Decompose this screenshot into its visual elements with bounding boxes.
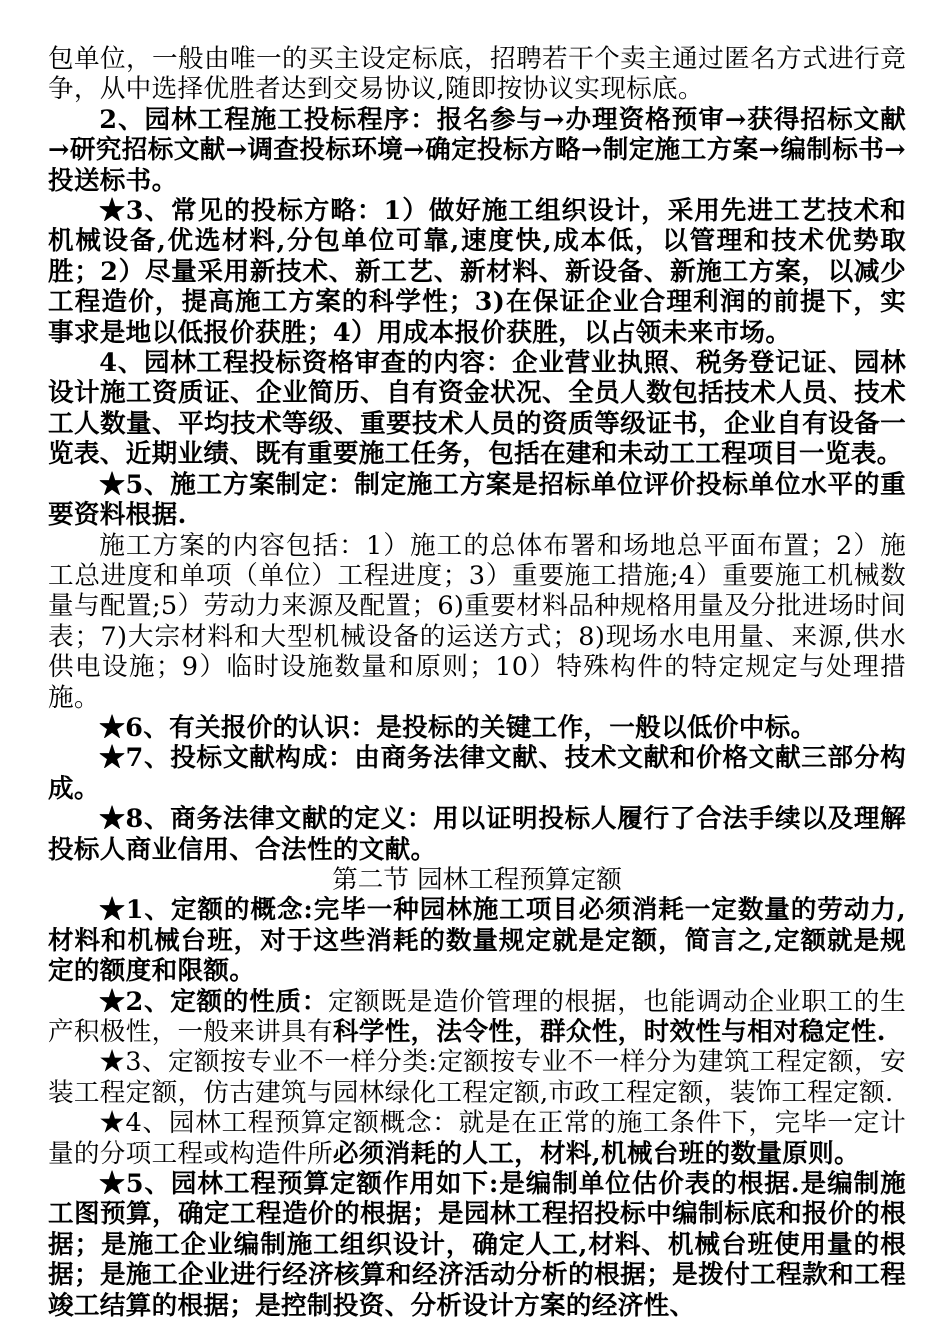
paragraph-construction-plan-contents: 施工方案的内容包括：1）施工的总体布署和场地总平面布置；2）施工总进度和单项（单位）工程进度；3）重要施工措施;4）重要施工机械数量与配置;5）劳动力来源及配置；6)重要材料品种规格用量及分批进场时间表；7)大宗材料和大型机械设备的运送方式；8)现场水电用量、来源,供水供电设施；9）临时设施数量和原则；10）特殊构件的特定规定与处理措施。 — [48, 530, 906, 713]
paragraph-quota-classification: ★3、定额按专业不一样分类:定额按专业不一样分为建筑工程定额，安装工程定额，仿古建筑与园林绿化工程定额,市政工程定额，装饰工程定额. — [48, 1047, 906, 1108]
paragraph-bidding-strategy: ★3、常见的投标方略：1）做好施工组织设计，采用先进工艺技术和机械设备,优选材料,分包单位可靠,速度快,成本低，以管理和技术优势取胜；2）尽量采用新技术、新工艺、新材料、新设备、新施工方案，以减少工程造价，提高施工方案的科学性；3)在保证企业合理利润的前提下，实事求是地以低报价获胜；4）用成本报价获胜，以占领未来市场。 — [48, 196, 906, 348]
paragraph-construction-plan: ★5、施工方案制定：制定施工方案是招标单位评价投标单位水平的重要资料根据. — [48, 469, 906, 531]
section-heading: 第二节 园林工程预算定额 — [332, 864, 622, 895]
document-page — [48, 44, 906, 1321]
paragraph-bidding-procedure: 2、园林工程施工投标程序：报名参与→办理资格预审→获得招标文献→研究招标文献→调查投标环境→确定投标方略→制定施工方案→编制标书→投送标书。 — [48, 104, 906, 196]
paragraph-quota-nature — [48, 987, 906, 1048]
paragraph-budget-quota-concept — [48, 1108, 906, 1169]
paragraph-tendering-definition-end: 包单位，一般由唯一的买主设定标底，招聘若干个卖主通过匿名方式进行竞争，从中选择优胜者达到交易协议,随即按协议实现标底。 — [48, 44, 906, 105]
paragraph-qualification-review: 4、园林工程投标资格审查的内容：企业营业执照、税务登记证、园林设计施工资质证、企业简历、自有资金状况、全员人数包括技术人员、技术工人数量、平均技术等级、重要技术人员的资质等级证书，企业自有设备一览表、近期业绩、既有重要施工任务，包括在建和未动工工程项目一览表。 — [48, 348, 906, 470]
paragraph-budget-quota-functions: ★5、园林工程预算定额作用如下:是编制单位估价表的根据.是编制施工图预算，确定工程造价的根据；是园林工程招投标中编制标底和报价的根据；是施工企业编制施工组织设计，确定人工,材料、机械台班使用量的根据；是施工企业进行经济核算和经济活动分析的根据；是拨付工程款和工程竣工结算的根据；是控制投资、分析设计方案的经济性、 — [48, 1169, 906, 1321]
quota-nature-body: 定额既是造价管理的根据，也能调动企业职工的生产积极性，一般来讲具有 — [48, 986, 906, 1047]
budget-quota-concept-body: ★4、园林工程预算定额概念：就是在正常的施工条件下，完毕一定计量的分项工程或构造件所 — [48, 1108, 906, 1169]
budget-quota-concept-emphasis: 必须消耗的人工，材料,机械台班的数量原则。 — [332, 1138, 860, 1169]
quota-nature-emphasis: 科学性，法令性，群众性，时效性与相对稳定性. — [332, 1017, 886, 1047]
paragraph-quotation: ★6、有关报价的认识：是投标的关键工作，一般以低价中标。 — [99, 712, 817, 743]
quota-nature-lead: ★2、定额的性质： — [99, 986, 329, 1017]
paragraph-quota-concept: ★1、定额的概念:完毕一种园林施工项目必须消耗一定数量的劳动力,材料和机械台班，对于这些消耗的数量规定就是定额，简言之,定额就是规定的额度和限额。 — [48, 895, 906, 987]
paragraph-bid-documents: ★7、投标文献构成：由商务法律文献、技术文献和价格文献三部分构成。 — [48, 743, 906, 804]
paragraph-commercial-legal-documents: ★8、商务法律文献的定义：用以证明投标人履行了合法手续以及理解投标人商业信用、合法性的文献。 — [48, 804, 906, 865]
